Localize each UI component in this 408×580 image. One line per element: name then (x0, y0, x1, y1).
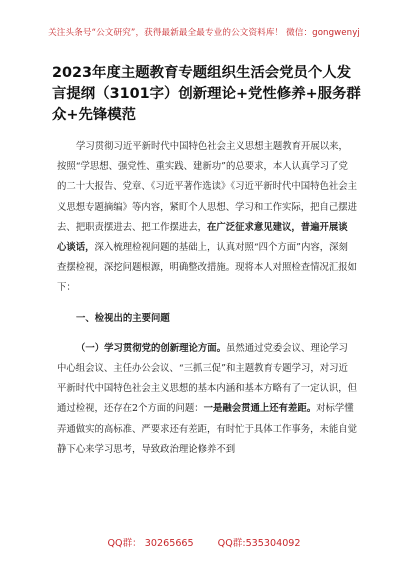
footer-qq-1: QQ群： 30265665 (107, 538, 194, 549)
subsection-paragraph-1 (57, 339, 357, 460)
subsection-bold-point: 一是融会贯通上还有差距。 (203, 403, 317, 415)
document-title: 2023年度主题教育专题组织生活会党员个人发言提纲（3101字）创新理论+党性修养+服务群众+先锋模范 (52, 65, 361, 123)
intro-text-bold: 在广泛征求意见建议，普遍开展谈心谈话， (57, 221, 348, 254)
subsection-text-3: 对标学懂弄通做实的高标准、严要求还有差距，有时忙于具体工作事务，未能自觉静下心来学习思考，导致政治理论修养不到 (57, 403, 358, 455)
intro-text-1: 学习贯彻习近平新时代中国特色社会主义思想主题教育开展以来，按照“学思想、强党性、重实践、建新功”的总要求，本人认真学习了党的二十大报告、党章、《习近平著作选读》《习近平新时代中国特色社会主义思想专题摘编》等内容，紧盯个人思想、学习和工作实际，把自己摆进去、把职责摆进去、把工作摆进去， (57, 141, 358, 233)
header-banner: 关注头条号“公文研究”，获得最新最全最专业的公文资料库！ 微信：gongwenyj (48, 28, 360, 38)
subsection-heading-1: （一）学习贯彻党的创新理论方面。 (76, 342, 227, 354)
section-heading-1: 一、检视出的主要问题 (76, 312, 170, 324)
intro-text-3: 深入梳理检视问题的基础上，认真对照“四个方面”内容，深刻查摆检视，深挖问题根源，明确整改措施。现将本人对照检查情况汇报如下： (57, 242, 358, 294)
footer-qq-2: QQ群:535304092 (217, 538, 301, 549)
document-body (57, 137, 357, 460)
footer-contacts (0, 535, 408, 549)
intro-paragraph (57, 137, 357, 299)
subsection-text-1: 虽然通过党委会议、理论学习中心组会议、主任办公会议、“三抓三促”和主题教育专题学习，对习近平新时代中国特色社会主义思想的基本内涵和基本方略有了一定认识，但通过检视，还存在2个方面的问题： (57, 342, 358, 415)
